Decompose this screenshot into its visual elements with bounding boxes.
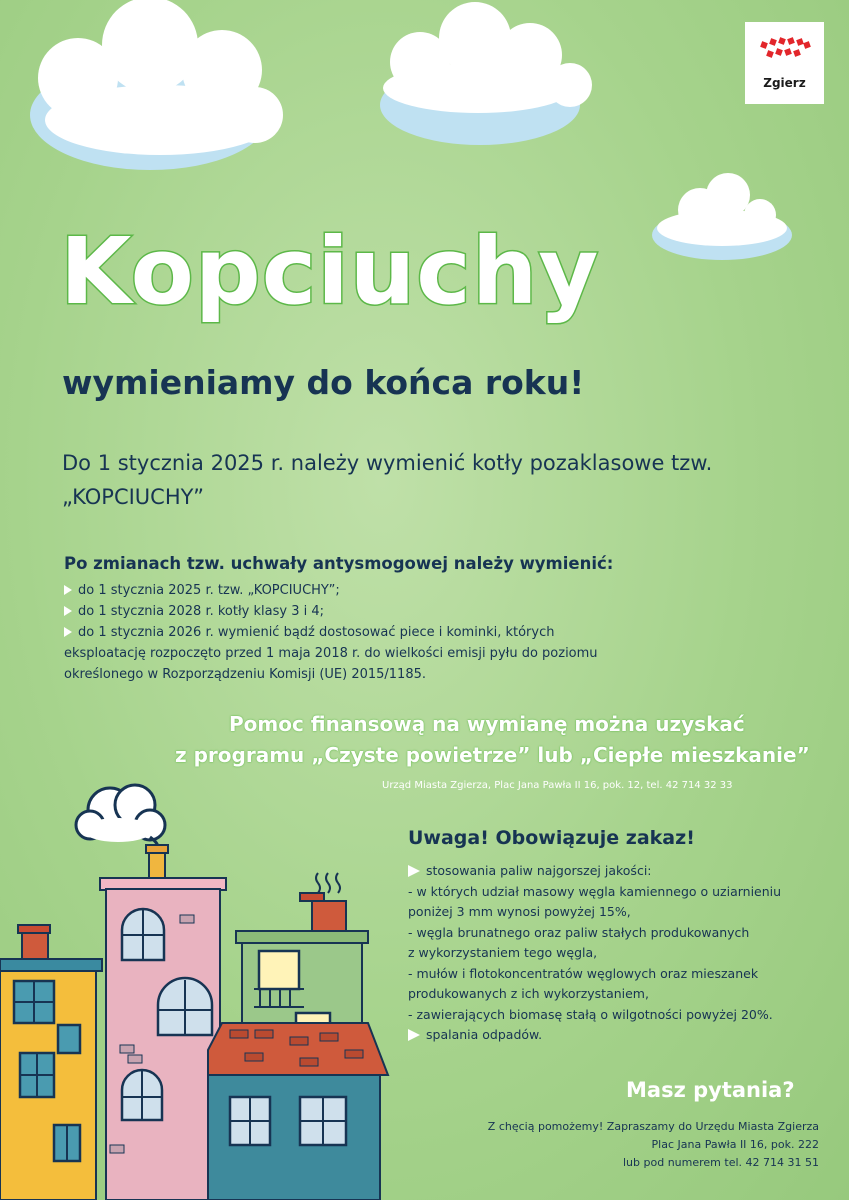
funding-line: z programu „Czyste powietrze” lub „Ciepłe mieszkanie” bbox=[175, 743, 810, 767]
list-item-text: spalania odpadów. bbox=[426, 1027, 543, 1042]
list-item: - w których udział masowy węgla kamiennego o uziarnieniu bbox=[408, 883, 782, 899]
arrow-right-icon bbox=[408, 865, 420, 877]
intro-line: Do 1 stycznia 2025 r. należy wymienić kotły pozaklasowe tzw. bbox=[62, 451, 713, 475]
smoke-cloud-icon bbox=[76, 785, 165, 847]
poster-title: Kopciuchy bbox=[60, 218, 600, 325]
houses-illustration bbox=[0, 775, 400, 1200]
arrow-right-icon bbox=[64, 627, 72, 637]
list-item-text: stosowania paliw najgorszej jakości: bbox=[426, 863, 652, 878]
ban-list bbox=[408, 861, 838, 1046]
list-item: z wykorzystaniem tego węgla, bbox=[408, 945, 598, 960]
contact-line: Z chęcią pomożemy! Zapraszamy do Urzędu Miasta Zgierza bbox=[487, 1120, 819, 1133]
questions-heading: Masz pytania? bbox=[626, 1078, 795, 1102]
contact-line: lub pod numerem tel. 42 714 31 51 bbox=[623, 1156, 819, 1169]
list-item: - mułów i flotokoncentratów węglowych oraz mieszanek bbox=[408, 965, 759, 981]
logo-name: Zgierz bbox=[763, 76, 806, 90]
list-item bbox=[64, 580, 664, 601]
list-item: produkowanych z ich wykorzystaniem, bbox=[408, 986, 649, 1001]
list-item-text: do 1 stycznia 2026 r. wymienić bądź dostosować piece i kominki, których bbox=[78, 625, 555, 640]
poster-subtitle: wymieniamy do końca roku! bbox=[62, 363, 585, 402]
list-item: poniżej 3 mm wynosi powyżej 15%, bbox=[408, 904, 631, 919]
list-item bbox=[64, 601, 664, 622]
list-item: - węgla brunatnego oraz paliw stałych produkowanych bbox=[408, 924, 750, 940]
intro-line: „KOPCIUCHY” bbox=[62, 485, 204, 509]
contact-info bbox=[399, 1118, 819, 1172]
list-item-continuation: eksploatację rozpoczęto przed 1 maja 2018 r. do wielkości emisji pyłu do poziomu bbox=[64, 646, 598, 661]
arrow-right-icon bbox=[64, 606, 72, 616]
requirements-list bbox=[64, 580, 664, 685]
intro-text bbox=[62, 446, 822, 514]
list-item: - zawierających biomasę stałą o wilgotności powyżej 20%. bbox=[408, 1006, 773, 1022]
funding-address: Urząd Miasta Zgierza, Plac Jana Pawła II 16, pok. 12, tel. 42 714 32 33 bbox=[382, 780, 733, 791]
list-item bbox=[408, 1025, 838, 1046]
list-item bbox=[64, 622, 664, 643]
zgierz-crest-icon bbox=[759, 36, 811, 66]
arrow-right-icon bbox=[408, 1029, 420, 1041]
arrow-right-icon bbox=[64, 585, 72, 595]
list-item-text: do 1 stycznia 2025 r. tzw. „KOPCIUCHY”; bbox=[78, 583, 340, 598]
logo bbox=[745, 22, 824, 104]
list-item-continuation: określonego w Rozporządzeniu Komisji (UE) 2015/1185. bbox=[64, 667, 427, 682]
funding-line: Pomoc finansową na wymianę można uzyskać bbox=[229, 712, 745, 736]
requirements-heading: Po zmianach tzw. uchwały antysmogowej należy wymienić: bbox=[64, 554, 614, 573]
contact-line: Plac Jana Pawła II 16, pok. 222 bbox=[651, 1138, 819, 1151]
list-item bbox=[408, 861, 838, 882]
list-item-text: do 1 stycznia 2028 r. kotły klasy 3 i 4; bbox=[78, 604, 324, 619]
ban-heading: Uwaga! Obowiązuje zakaz! bbox=[408, 827, 695, 849]
